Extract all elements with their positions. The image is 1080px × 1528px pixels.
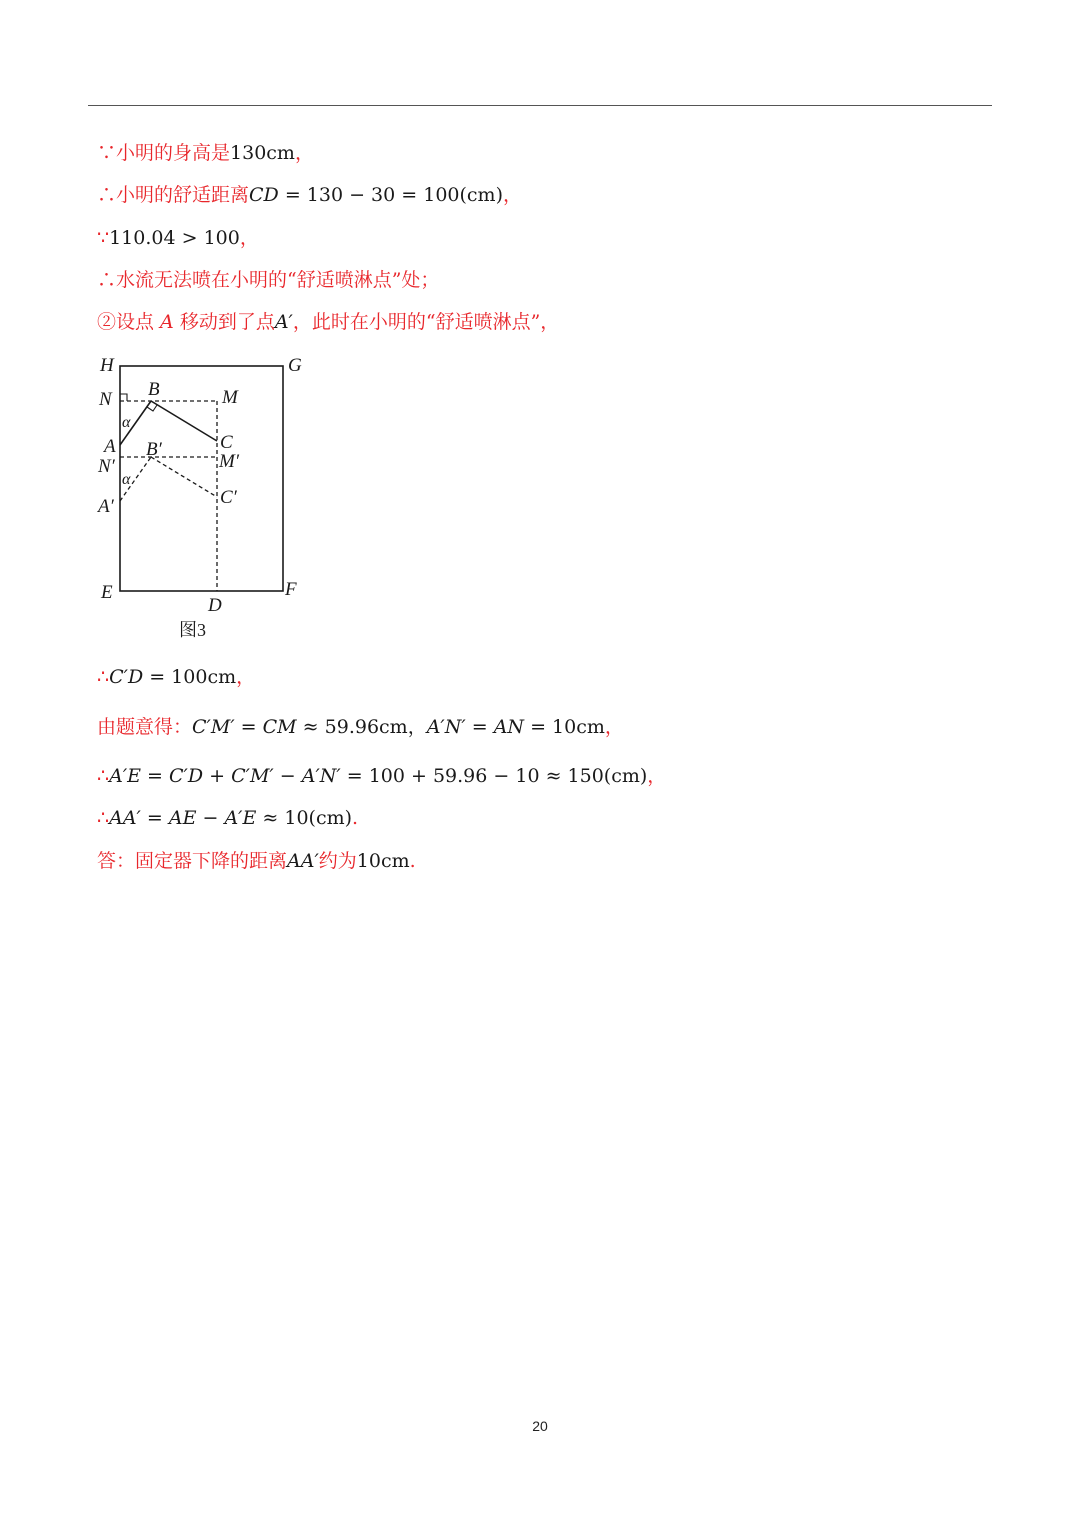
text-segment: ∴水流无法喷在小明的“舒适喷淋点”处；	[97, 269, 440, 291]
text-segment: 130cm	[230, 142, 295, 164]
label-c-prime: C′	[220, 487, 237, 508]
text-segment: 答：固定器下降的距离	[97, 850, 288, 872]
label-m-prime: M′	[219, 451, 239, 472]
label-h: H	[100, 355, 114, 376]
text-segment: =	[234, 716, 263, 738]
header-rule	[88, 105, 992, 106]
label-n-prime: N′	[98, 456, 115, 477]
text-segment: 110.04 > 100	[109, 227, 240, 249]
text-segment: AE	[168, 807, 197, 829]
text-segment: ∴	[97, 666, 110, 688]
text-segment: ，	[647, 765, 667, 787]
geometry-diagram	[92, 348, 322, 648]
right-angle-n	[120, 394, 127, 401]
text-segment: .	[352, 807, 359, 829]
figure-3	[92, 348, 322, 648]
text-segment: −	[196, 807, 225, 829]
text-segment: AA′	[109, 807, 141, 829]
page-number: 20	[532, 1418, 548, 1434]
text-segment: = 10cm	[524, 716, 605, 738]
text-segment: ，	[239, 227, 259, 249]
label-alpha-2: α	[122, 471, 131, 488]
text-segment: ≈ 10(cm)	[256, 807, 353, 829]
text-segment: C′D	[109, 666, 144, 688]
label-n: N	[99, 389, 112, 410]
label-d: D	[208, 595, 222, 616]
text-segment: C′D	[169, 765, 204, 787]
text-segment: −	[273, 765, 302, 787]
label-e: E	[101, 582, 113, 603]
solution-line-3	[97, 226, 259, 250]
text-segment: ∴小明的舒适距离	[97, 184, 250, 206]
figure-caption: 图3	[179, 620, 206, 640]
text-segment: .	[409, 850, 416, 872]
text-segment: ②设点	[97, 311, 161, 333]
solution-line-1	[97, 141, 314, 165]
segment-bc	[151, 401, 217, 441]
text-segment: C′M′	[192, 716, 235, 738]
text-segment: = 130 − 30 = 100(cm)	[278, 184, 503, 206]
solution-line-4	[97, 268, 439, 292]
text-segment: A′N′	[301, 765, 341, 787]
text-segment: ∵	[97, 227, 110, 249]
segment-bpcp	[151, 457, 217, 497]
label-m: M	[222, 387, 238, 408]
text-segment: 由题意得：	[97, 716, 193, 738]
text-segment: 约为	[318, 850, 357, 872]
text-segment: CD	[249, 184, 279, 206]
solution-line-6	[97, 665, 255, 689]
text-segment: A′	[274, 311, 293, 333]
text-segment: ，此时在小明的“舒适喷淋点”，	[292, 311, 560, 333]
label-g: G	[288, 355, 302, 376]
text-segment: AN	[493, 716, 525, 738]
solution-line-9	[97, 806, 358, 830]
solution-line-8	[97, 764, 666, 788]
solution-line-5	[97, 310, 559, 334]
text-segment: A	[160, 311, 174, 333]
text-segment: C′M′	[231, 765, 274, 787]
label-a: A	[104, 436, 116, 457]
text-segment: AA′	[287, 850, 319, 872]
text-segment: =	[141, 765, 169, 787]
text-segment: = 100cm	[143, 666, 237, 688]
text-segment: A′E	[109, 765, 141, 787]
text-segment: CM	[262, 716, 297, 738]
text-segment: ∴	[97, 765, 110, 787]
text-segment: ∵小明的身高是	[97, 142, 231, 164]
text-segment: ，	[604, 716, 624, 738]
text-segment: 10cm	[356, 850, 410, 872]
label-f: F	[285, 579, 297, 600]
solution-line-2	[97, 183, 522, 207]
label-a-prime: A′	[98, 496, 114, 517]
text-segment: A′N′	[426, 716, 466, 738]
label-b: B	[148, 379, 160, 400]
label-alpha-1: α	[122, 414, 131, 431]
text-segment: ，	[294, 142, 314, 164]
label-c: C	[220, 432, 233, 453]
text-segment: 移动到了点	[173, 311, 275, 333]
solution-line-10	[97, 849, 416, 873]
solution-line-7	[97, 715, 624, 739]
label-b-prime: B′	[146, 439, 162, 460]
text-segment: ，	[502, 184, 522, 206]
text-segment: +	[203, 765, 232, 787]
text-segment: =	[465, 716, 494, 738]
text-segment: = 100 + 59.96 − 10 ≈ 150(cm)	[340, 765, 648, 787]
text-segment: A′E	[224, 807, 257, 829]
text-segment: ≈ 59.96cm，	[296, 716, 427, 738]
text-segment: ，	[236, 666, 256, 688]
text-segment: =	[140, 807, 169, 829]
text-segment: ∴	[97, 807, 110, 829]
rectangle-hgfe	[120, 366, 283, 591]
